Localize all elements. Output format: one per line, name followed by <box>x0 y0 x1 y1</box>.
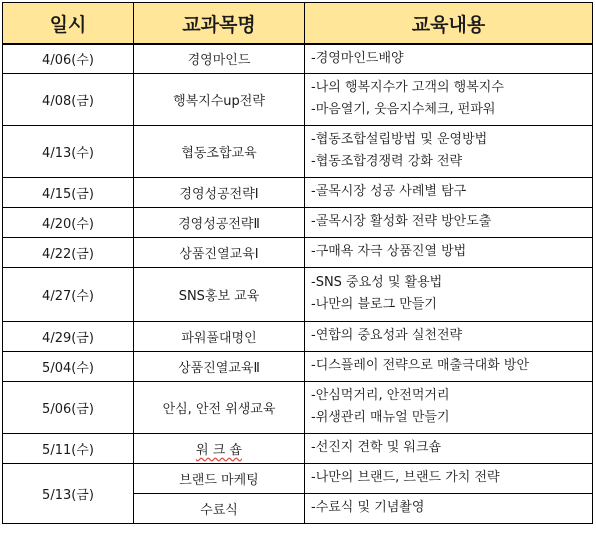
cell-date: 4/20(수) <box>3 207 134 237</box>
cell-date: 5/06(금) <box>3 381 134 433</box>
cell-content <box>305 321 593 351</box>
header-date: 일시 <box>3 3 134 45</box>
content-line: -골목시장 성공 사례별 탐구 <box>311 184 467 199</box>
content-line: -위생관리 매뉴얼 만들기 <box>311 410 450 425</box>
content-line: -수료식 및 기념촬영 <box>311 500 425 515</box>
cell-date: 4/13(수) <box>3 125 134 177</box>
table-row <box>3 125 593 177</box>
table-row <box>3 207 593 237</box>
course-label: 협동조합교육 <box>181 145 257 161</box>
header-row <box>3 3 593 45</box>
content-line: -안심먹거리, 안전먹거리 <box>311 388 450 403</box>
table-row <box>3 237 593 267</box>
course-label: 워 크 숍 <box>196 442 242 458</box>
course-label: 상품진열교육Ⅰ <box>179 246 259 262</box>
cell-content <box>305 493 593 523</box>
cell-content <box>305 237 593 267</box>
cell-course <box>134 73 305 125</box>
cell-date: 4/22(금) <box>3 237 134 267</box>
cell-course <box>134 381 305 433</box>
cell-content <box>305 381 593 433</box>
table-row <box>3 73 593 125</box>
course-label: 경영마인드 <box>187 53 251 69</box>
content-line: -경영마인드배양 <box>311 50 404 66</box>
table-row <box>3 44 593 73</box>
cell-date: 4/29(금) <box>3 321 134 351</box>
cell-content <box>305 73 593 125</box>
cell-content <box>305 463 593 493</box>
cell-date: 5/11(수) <box>3 433 134 463</box>
cell-content <box>305 44 593 73</box>
content-line: -마음열기, 웃음지수체크, 펀파워 <box>311 102 496 117</box>
content-line: -협동조합경쟁력 강화 전략 <box>311 154 463 169</box>
cell-content <box>305 207 593 237</box>
cell-course <box>134 351 305 381</box>
content-line: -SNS 중요성 및 활용법 <box>311 275 443 290</box>
course-label: 상품진열교육Ⅱ <box>178 360 260 376</box>
cell-course <box>134 177 305 207</box>
cell-course <box>134 463 305 493</box>
content-line: -나만의 블로그 만들기 <box>311 297 437 312</box>
table-row <box>3 177 593 207</box>
cell-course <box>134 433 305 463</box>
content-line: -선진지 견학 및 워크숍 <box>311 440 442 455</box>
course-label: 파워풀대명인 <box>181 330 257 346</box>
cell-date: 4/27(수) <box>3 267 134 321</box>
cell-course <box>134 321 305 351</box>
content-line: -골목시장 활성화 전략 방안도출 <box>311 214 492 229</box>
course-label: 행복지수up전략 <box>173 93 265 109</box>
table-row <box>3 351 593 381</box>
course-label: 수료식 <box>200 502 238 518</box>
cell-course <box>134 44 305 73</box>
cell-content <box>305 267 593 321</box>
course-label: 경영성공전략Ⅱ <box>178 216 260 232</box>
cell-content <box>305 351 593 381</box>
header-course: 교과목명 <box>134 3 305 45</box>
table-row <box>3 381 593 433</box>
cell-date: 4/08(금) <box>3 73 134 125</box>
table-row <box>3 321 593 351</box>
course-label: 브랜드 마케팅 <box>179 472 259 488</box>
cell-date: 4/06(수) <box>3 44 134 73</box>
cell-date: 5/04(수) <box>3 351 134 381</box>
content-line: -협동조합설립방법 및 운영방법 <box>311 132 488 147</box>
cell-course <box>134 237 305 267</box>
cell-course <box>134 493 305 523</box>
table-row <box>3 433 593 463</box>
cell-course <box>134 267 305 321</box>
content-line: -나만의 브랜드, 브랜드 가치 전략 <box>311 470 500 485</box>
content-line: -구매욕 자극 상품진열 방법 <box>311 244 467 259</box>
course-label: 경영성공전략Ⅰ <box>179 186 259 202</box>
cell-content <box>305 125 593 177</box>
course-label: 안심, 안전 위생교육 <box>162 401 276 417</box>
content-line: -연합의 중요성과 실천전략 <box>311 328 463 343</box>
cell-date: 5/13(금) <box>3 463 134 523</box>
content-line: -나의 행복지수가 고객의 행복지수 <box>311 80 504 95</box>
cell-course <box>134 207 305 237</box>
cell-content <box>305 177 593 207</box>
cell-course <box>134 125 305 177</box>
cell-content <box>305 433 593 463</box>
table-row <box>3 267 593 321</box>
header-content: 교육내용 <box>305 3 593 45</box>
content-line: -디스플레이 전략으로 매출극대화 방안 <box>311 358 530 373</box>
cell-date: 4/15(금) <box>3 177 134 207</box>
course-label: SNS홍보 교육 <box>178 288 260 304</box>
table-row <box>3 463 593 493</box>
schedule-table <box>2 2 593 524</box>
